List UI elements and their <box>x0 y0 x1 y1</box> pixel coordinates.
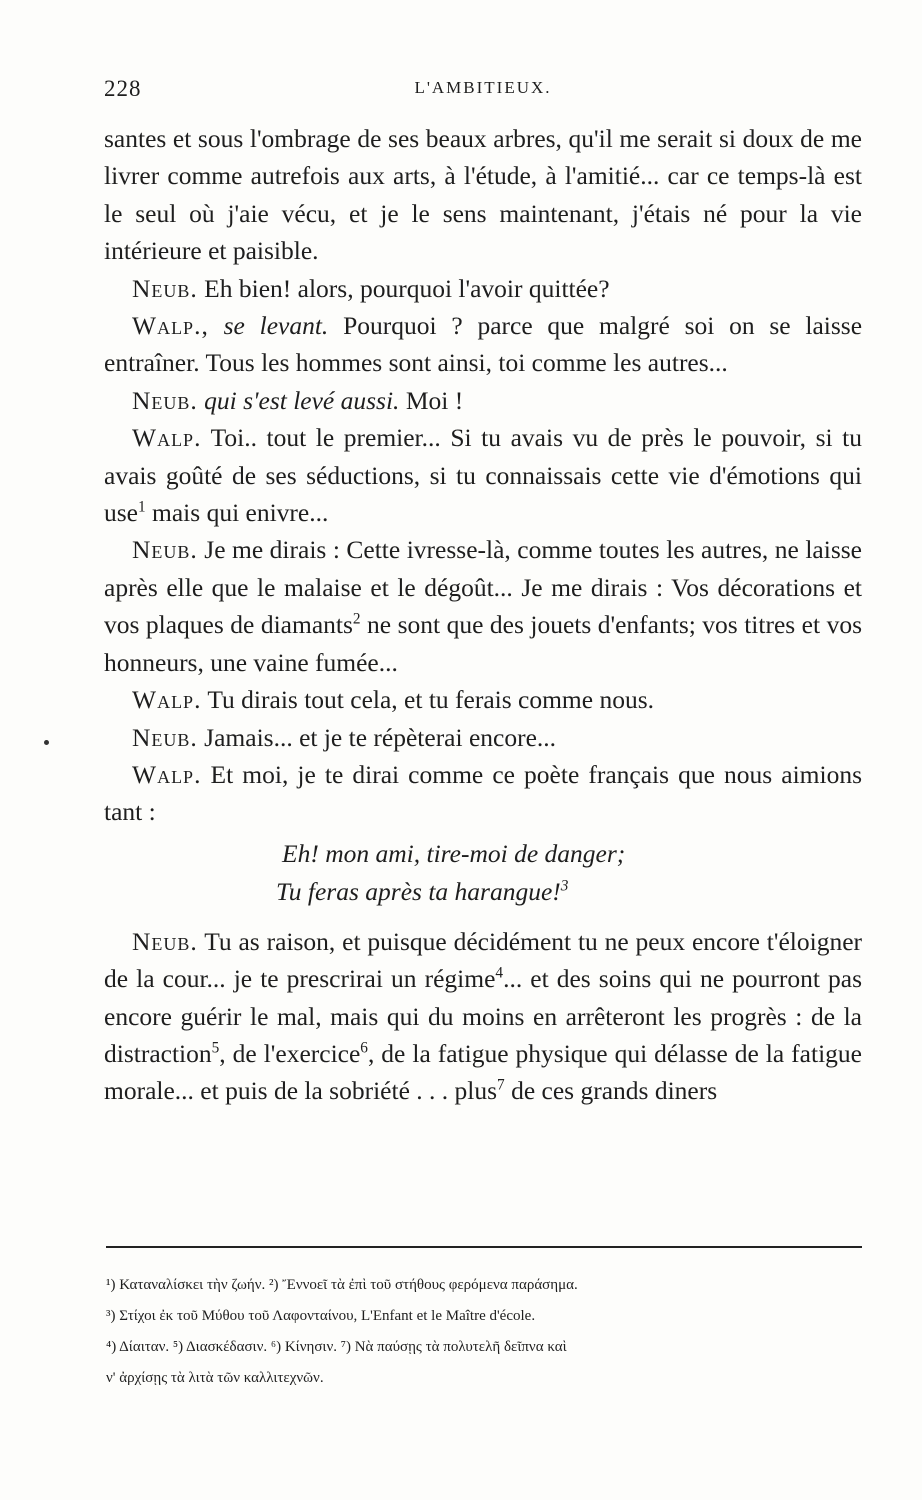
dialogue-line <box>104 419 862 531</box>
footnote-line: ν' ἀρχίσῃς τὰ λιτὰ τῶν καλλιτεχνῶν. <box>106 1370 324 1386</box>
page-number: 228 <box>104 76 142 101</box>
page-body <box>104 120 862 1110</box>
dialogue-text: Moi ! <box>405 385 464 415</box>
footnote-line: ¹) Καταναλίσκει τὴν ζωήν. ²) Ἔννοεῖ τὰ ἐπὶ τοῦ στήθους φερόμενα παράσημα. <box>106 1277 578 1293</box>
dialogue-text: Je me dirais : Cette ivresse-là, comme toutes les autres, ne laisse après elle que le malaise et le dégoût... Je me dirais : Vos décorations et vos plaques de diamants <box>104 535 862 640</box>
verse-text: Tu feras après ta harangue! <box>276 876 561 906</box>
speaker: Neub. <box>132 273 198 303</box>
margin-dot <box>44 740 49 745</box>
dialogue-line <box>104 307 862 382</box>
dialogue-text: de ces grands diners <box>504 1076 718 1106</box>
verse-line: Eh! mon ami, tire-moi de danger; <box>282 838 626 868</box>
speaker: Neub. <box>132 385 198 415</box>
dialogue-text: ne sont que des jouets d'enfants; vos titres et vos honneurs, une vaine fumée... <box>104 610 862 677</box>
footnote-ref[interactable]: 5 <box>211 1039 220 1057</box>
speaker: Walp. <box>132 685 202 715</box>
footnote-line: ³) Στίχοι ἐκ τοῦ Μύθου τοῦ Λαφονταίνου, L'Enfant et le Maître d'école. <box>106 1308 536 1324</box>
footnote-ref[interactable]: 6 <box>360 1039 368 1057</box>
verse-quote <box>104 835 862 911</box>
paragraph: santes et sous l'ombrage de ses beaux arbres, qu'il me serait si doux de me livrer comme autrefois aux arts, à l'étude, à l'amitié... car ce temps-là est le seul où j'aie vécu, et je le sens maintenant, j'étais né pour la vie intérieure et paisible. <box>104 124 862 266</box>
footnote-ref[interactable]: 7 <box>497 1076 505 1094</box>
dialogue-line <box>104 923 862 1110</box>
footnote-divider <box>106 1246 862 1248</box>
dialogue-text: Tu as raison, et puisque décidément tu ne peux encore t'éloigner de la cour... je te prescrirai un régime <box>104 926 863 994</box>
dialogue-line <box>104 270 862 307</box>
speaker: Walp., <box>132 311 209 341</box>
running-title: L'AMBITIEUX. <box>414 78 552 97</box>
speaker: Walp. <box>132 759 202 789</box>
dialogue-line <box>104 681 862 718</box>
dialogue-text: Jamais... et je te répèterai encore... <box>204 722 557 752</box>
dialogue-text: Eh bien! alors, pourquoi l'avoir quittée? <box>204 273 610 303</box>
footnote-ref[interactable]: 1 <box>138 498 146 516</box>
speaker: Neub. <box>132 926 198 956</box>
page-header <box>104 76 862 116</box>
speaker: Neub. <box>132 535 198 565</box>
footnotes <box>106 1270 862 1394</box>
speaker: Walp. <box>132 423 202 453</box>
dialogue-line <box>104 382 862 419</box>
stage-direction: se levant. <box>223 311 329 341</box>
dialogue-text: Pourquoi ? parce que malgré soi on se laisse entraîner. Tous les hommes sont ainsi, toi comme les autres... <box>104 311 863 378</box>
footnote-ref[interactable]: 4 <box>495 964 504 982</box>
footnote-ref[interactable]: 2 <box>352 610 361 628</box>
dialogue-text: mais qui enivre... <box>145 498 329 528</box>
dialogue-line <box>104 719 862 756</box>
dialogue-line <box>104 756 862 831</box>
stage-direction: qui s'est levé aussi. <box>204 385 400 415</box>
dialogue-text: , de l'exercice <box>219 1038 361 1068</box>
dialogue-text: Et moi, je te dirai comme ce poète français que nous aimions tant : <box>104 759 863 827</box>
dialogue-text: ... et des soins qui ne pourront pas encore guérir le mal, mais qui du moins en arrêteront les progrès : de la distraction <box>104 964 863 1068</box>
verse-line <box>104 873 862 911</box>
dialogue-text: , de la fatigue physique qui délasse de la fatigue morale... et puis de la sobriété . . . plus <box>104 1038 862 1106</box>
footnote-ref[interactable]: 3 <box>560 877 569 895</box>
dialogue-line <box>104 531 862 681</box>
dialogue-text: Tu dirais tout cela, et tu ferais comme nous. <box>207 685 655 715</box>
speaker: Neub. <box>132 722 198 752</box>
footnote-line: ⁴) Δίαιταν. ⁵) Διασκέδασιν. ⁶) Κίνησιν. ⁷) Νὰ παύσῃς τὰ πολυτελῆ δεῖπνα καὶ <box>106 1339 567 1355</box>
dialogue-text: Toi.. tout le premier... Si tu avais vu de près le pouvoir, si tu avais goûté de ses séductions, si tu connaissais cette vie d'émotions qui use <box>104 423 862 528</box>
